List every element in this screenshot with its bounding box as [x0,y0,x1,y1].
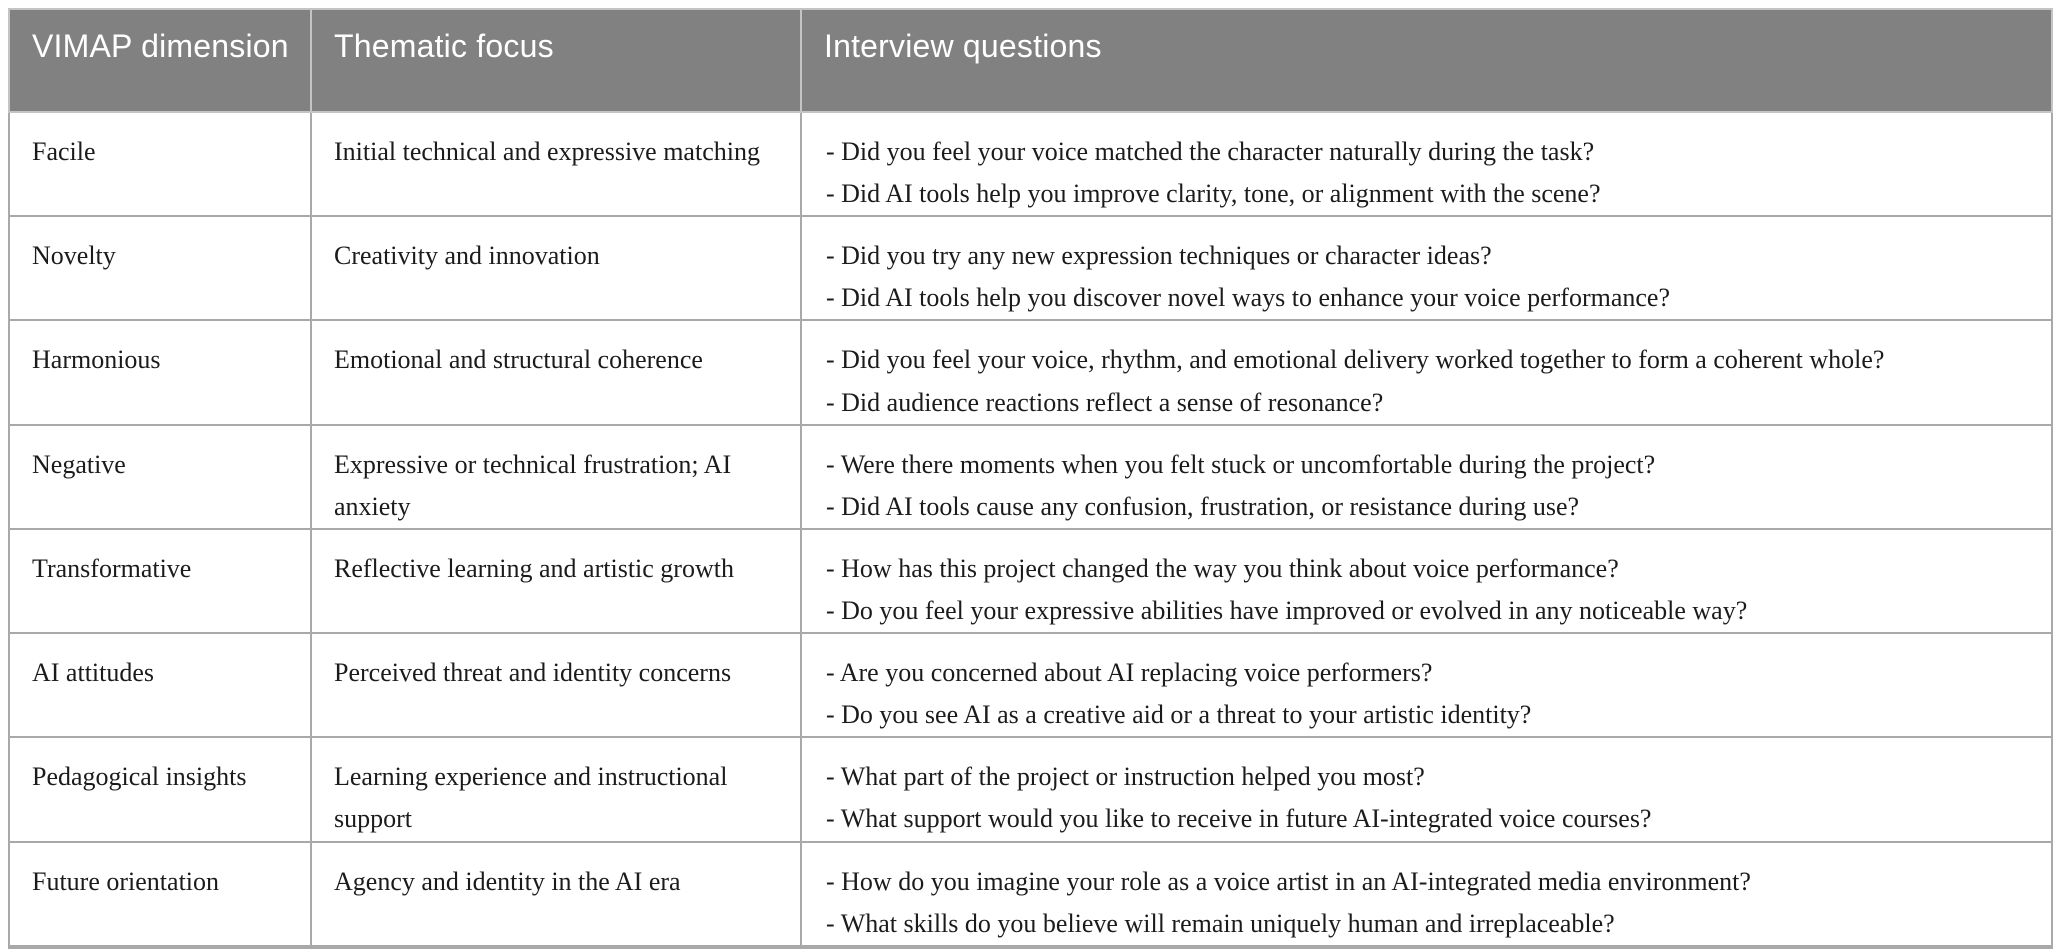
header-thematic-focus: Thematic focus [311,9,801,112]
question-line: - Did audience reactions reflect a sense of resonance? [826,387,1384,417]
question-line: - What part of the project or instruction helped you most? [826,762,1425,792]
questions-cell [801,216,2052,320]
table-row [9,737,2052,841]
question-line: - How has this project changed the way you think about voice performance? [826,553,1619,583]
focus-cell: Agency and identity in the AI era [311,842,801,949]
question-line: - Were there moments when you felt stuck or uncomfortable during the project? [826,449,1656,479]
dimension-cell: Transformative [9,529,311,633]
question-line: - What skills do you believe will remain uniquely human and irreplaceable? [826,908,1615,938]
table-body [9,112,2052,948]
table-row [9,216,2052,320]
dimension-cell: Novelty [9,216,311,320]
focus-cell: Expressive or technical frustration; AI anxiety [311,425,801,529]
focus-cell: Creativity and innovation [311,216,801,320]
questions-cell [801,112,2052,216]
question-line: - Did AI tools help you improve clarity, tone, or alignment with the scene? [826,179,1601,209]
question-line: - What support would you like to receive in future AI-integrated voice courses? [826,804,1652,834]
question-line: - Are you concerned about AI replacing voice performers? [826,658,1433,688]
dimension-cell: Pedagogical insights [9,737,311,841]
dimension-cell: Facile [9,112,311,216]
header-row [9,9,2052,112]
question-line: - Did you feel your voice, rhythm, and emotional delivery worked together to form a coherent whole? [826,345,1885,375]
questions-cell [801,842,2052,949]
question-line: - Do you see AI as a creative aid or a threat to your artistic identity? [826,700,1532,730]
dimension-cell: Negative [9,425,311,529]
dimension-cell: AI attitudes [9,633,311,737]
header-vimap-dimension: VIMAP dimension [9,9,311,112]
questions-cell [801,633,2052,737]
dimension-cell: Harmonious [9,320,311,424]
focus-cell: Perceived threat and identity concerns [311,633,801,737]
focus-cell: Initial technical and expressive matching [311,112,801,216]
table-row [9,529,2052,633]
focus-cell: Learning experience and instructional support [311,737,801,841]
table-row [9,633,2052,737]
vimap-interview-table [8,8,2053,949]
question-line: - Did you feel your voice matched the character naturally during the task? [826,137,1595,166]
dimension-cell: Future orientation [9,842,311,949]
question-line: - Do you feel your expressive abilities have improved or evolved in any noticeable way? [826,595,1748,625]
table-row [9,320,2052,424]
focus-cell: Reflective learning and artistic growth [311,529,801,633]
question-line: - How do you imagine your role as a voice artist in an AI-integrated media environment? [826,866,1751,896]
questions-cell [801,425,2052,529]
questions-cell [801,529,2052,633]
question-line: - Did AI tools help you discover novel ways to enhance your voice performance? [826,283,1671,313]
questions-cell [801,737,2052,841]
header-interview-questions: Interview questions [801,9,2052,112]
table-row [9,425,2052,529]
table-row [9,112,2052,216]
questions-cell [801,320,2052,424]
table-row [9,842,2052,949]
question-line: - Did you try any new expression techniques or character ideas? [826,241,1492,271]
question-line: - Did AI tools cause any confusion, frustration, or resistance during use? [826,491,1580,521]
table-header [9,9,2052,112]
focus-cell: Emotional and structural coherence [311,320,801,424]
